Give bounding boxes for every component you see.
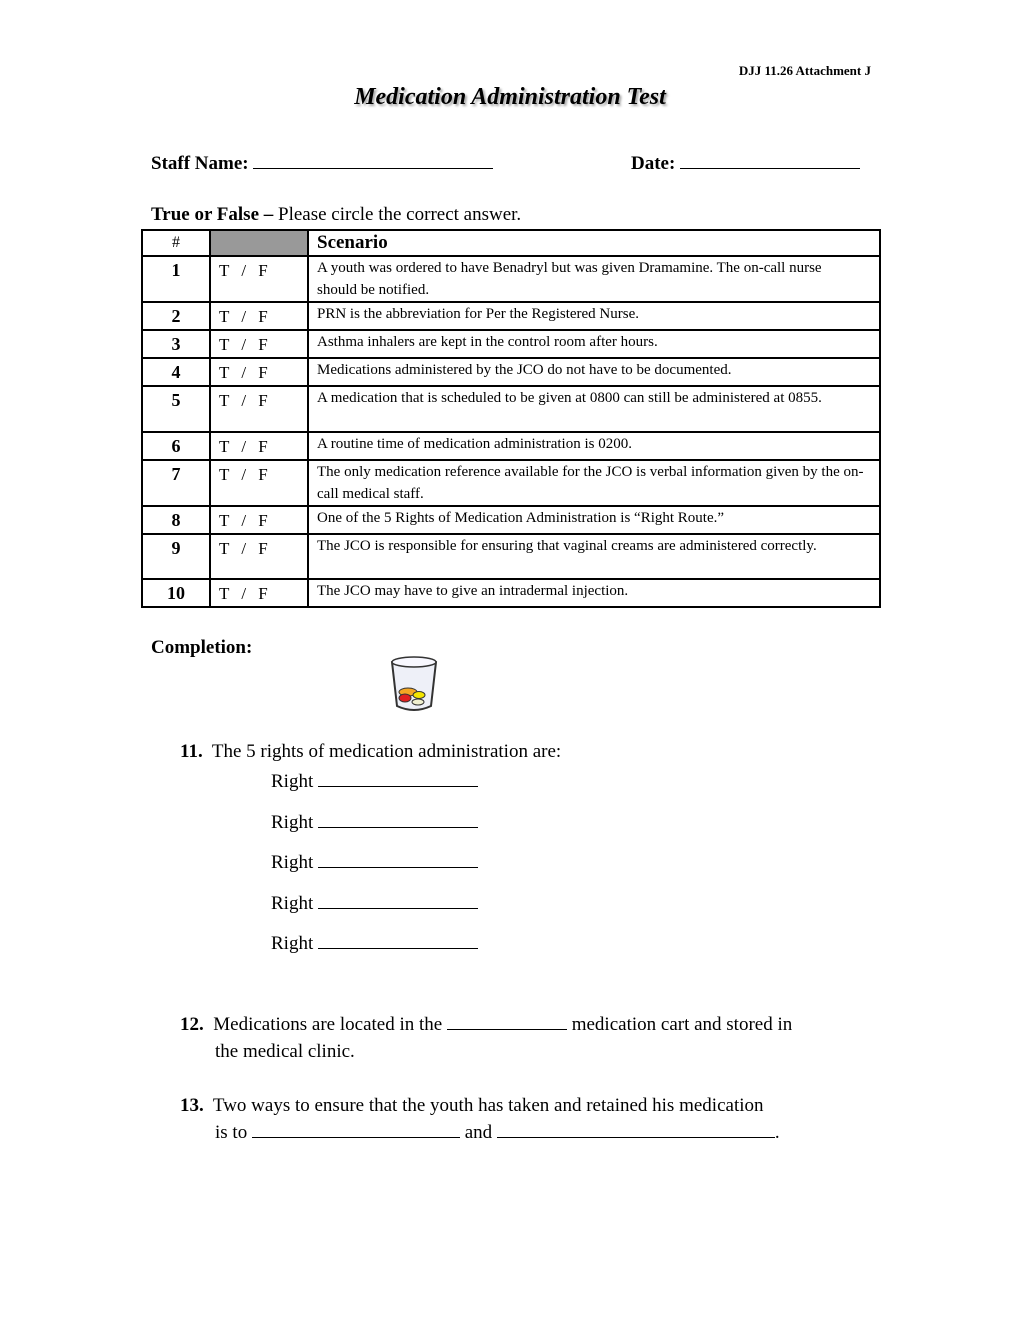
table-row (142, 256, 880, 302)
row-number: 9 (142, 534, 210, 579)
table-header (142, 230, 880, 256)
row-number: 10 (142, 579, 210, 607)
scenario-text: One of the 5 Rights of Medication Administration is “Right Route.” (308, 506, 880, 534)
scenario-text: The JCO may have to give an intradermal injection. (308, 579, 880, 607)
true-false-choice[interactable]: T / F (210, 506, 308, 534)
table-row (142, 432, 880, 460)
right-label: Right (271, 892, 314, 914)
right-blank[interactable] (271, 809, 478, 834)
true-false-choice[interactable]: T / F (210, 460, 308, 506)
right-blank[interactable] (271, 930, 478, 955)
table-row (142, 330, 880, 358)
row-number: 6 (142, 432, 210, 460)
scenario-text: Medications administered by the JCO do not have to be documented. (308, 358, 880, 386)
true-false-choice[interactable]: T / F (210, 386, 308, 432)
scenario-text: A routine time of medication administration is 0200. (308, 432, 880, 460)
right-label: Right (271, 933, 314, 954)
scenario-text: A medication that is scheduled to be given at 0800 can still be administered at 0855. (308, 386, 880, 432)
staff-name-field[interactable] (151, 150, 493, 175)
right-label: Right (271, 811, 314, 833)
question-12: 12. Medications are located in the medication cart and stored in the medical clinic. (180, 1011, 792, 1065)
question-13: 13. Two ways to ensure that the youth has taken and retained his medication is to and . (180, 1095, 780, 1143)
q12-blank[interactable] (447, 1011, 567, 1030)
date-label: Date: (631, 153, 676, 174)
scenario-text: PRN is the abbreviation for Per the Registered Nurse. (308, 302, 880, 330)
row-number: 5 (142, 386, 210, 432)
right-blank[interactable] (271, 890, 478, 915)
table-row (142, 534, 880, 579)
table-row (142, 506, 880, 534)
true-false-choice[interactable]: T / F (210, 432, 308, 460)
true-false-heading: True or False – Please circle the correct answer. (151, 204, 522, 225)
table-row (142, 358, 880, 386)
true-false-choice[interactable]: T / F (210, 330, 308, 358)
col-scenario-header: Scenario (308, 230, 880, 256)
col-answer-header (210, 230, 308, 256)
q13-blank-2[interactable] (497, 1119, 775, 1138)
table-row (142, 579, 880, 607)
row-number: 7 (142, 460, 210, 506)
scenario-text: The only medication reference available for the JCO is verbal information given by the on-call medical staff. (308, 460, 880, 506)
q13-blank-1[interactable] (252, 1119, 460, 1138)
table-row (142, 386, 880, 432)
col-number-header: # (142, 230, 210, 256)
scenario-text: A youth was ordered to have Benadryl but was given Dramamine. The on-call nurse should be notified. (308, 256, 880, 302)
row-number: 8 (142, 506, 210, 534)
row-number: 2 (142, 302, 210, 330)
date-field[interactable] (631, 150, 860, 175)
scenario-text: The JCO is responsible for ensuring that vaginal creams are administered correctly. (308, 534, 880, 579)
right-blank[interactable] (271, 768, 478, 793)
true-false-choice[interactable]: T / F (210, 579, 308, 607)
right-label: Right (271, 771, 314, 792)
attachment-label: DJJ 11.26 Attachment J (738, 63, 871, 78)
row-number: 3 (142, 330, 210, 358)
completion-heading: Completion: (151, 637, 253, 658)
right-blank[interactable] (271, 849, 478, 874)
scenario-text: Asthma inhalers are kept in the control room after hours. (308, 330, 880, 358)
staff-name-label: Staff Name: (151, 153, 249, 174)
true-false-choice[interactable]: T / F (210, 302, 308, 330)
right-label: Right (271, 852, 314, 873)
true-false-choice[interactable]: T / F (210, 358, 308, 386)
true-false-choice[interactable]: T / F (210, 534, 308, 579)
true-false-table (141, 229, 881, 608)
true-false-choice[interactable]: T / F (210, 256, 308, 302)
medicine-cup-icon (388, 654, 440, 714)
table-row (142, 460, 880, 506)
row-number: 1 (142, 256, 210, 302)
table-row (142, 302, 880, 330)
row-number: 4 (142, 358, 210, 386)
question-11: 11. The 5 rights of medication administration are: (180, 741, 562, 762)
page-title: Medication Administration Test (354, 84, 666, 110)
